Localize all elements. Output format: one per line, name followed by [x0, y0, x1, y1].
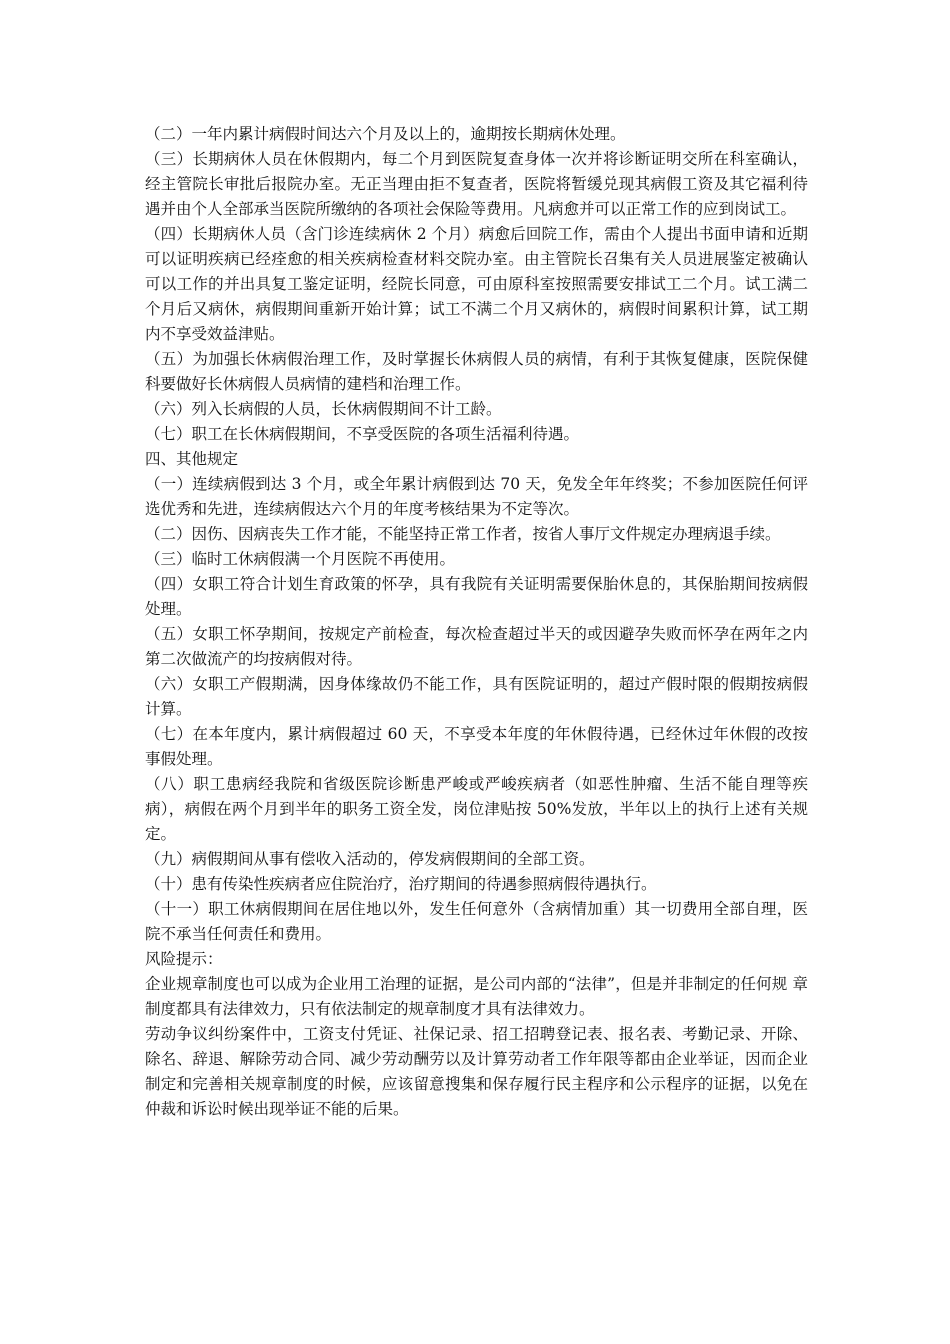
- paragraph-4-3: （三）临时工休病假满一个月医院不再使用。: [145, 550, 456, 568]
- paragraph-2-6: （六）列入长病假的人员，长休病假期间不计工龄。: [145, 400, 502, 418]
- risk-notice-paragraph-1: 企业规章制度也可以成为企业用工治理的证据，是公司内部的“法律”，但是并非制定的任何规 章制度都具有法律效力，只有依法制定的规章制度才具有法律效力。: [145, 975, 808, 1018]
- paragraph-4-10: （十）患有传染性疾病者应住院治疗，治疗期间的待遇参照病假待遇执行。: [145, 875, 657, 893]
- paragraph-4-6: （六）女职工产假期满，因身体缘故仍不能工作，具有医院证明的，超过产假时限的假期按病假计算。: [145, 675, 808, 718]
- paragraph-2-3: （三）长期病休人员在休假期内，每二个月到医院复查身体一次并将诊断证明交所在科室确认，经主管院长审批后报院办室。无正当理由拒不复查者，医院将暂缓兑现其病假工资及其它福利待遇并由个人全部承当医院所缴纳的各项社会保险等费用。凡病愈并可以正常工作的应到岗试工。: [145, 150, 808, 218]
- paragraph-2-4: （四）长期病休人员（含门诊连续病休 2 个月）病愈后回院工作，需由个人提出书面申请和近期可以证明疾病已经痊愈的相关疾病检查材料交院办室。由主管院长召集有关人员进展鉴定被确认可以工作的并出具复工鉴定证明，经院长同意，可由原科室按照需要安排试工二个月。试工满二个月后又病休，病假期间重新开始计算；试工不满二个月又病休的，病假时间累积计算，试工期内不享受效益津贴。: [145, 225, 808, 343]
- paragraph-4-11: （十一）职工休病假期间在居住地以外，发生任何意外（含病情加重）其一切费用全部自理，医院不承当任何责任和费用。: [145, 900, 808, 943]
- risk-notice-paragraph-2: 劳动争议纠纷案件中，工资支付凭证、社保记录、招工招聘登记表、报名表、考勤记录、开除、除名、辞退、解除劳动合同、减少劳动酬劳以及计算劳动者工作年限等都由企业举证，因而企业制定和完善相关规章制度的时候，应该留意搜集和保存履行民主程序和公示程序的证据，以免在仲裁和诉讼时候出现举证不能的后果。: [145, 1025, 808, 1118]
- paragraph-4-9: （九）病假期间从事有偿收入活动的，停发病假期间的全部工资。: [145, 850, 595, 868]
- paragraph-4-8: （八）职工患病经我院和省级医院诊断患严峻或严峻疾病者（如恶性肿瘤、生活不能自理等疾病），病假在两个月到半年的职务工资全发，岗位津贴按 50%发放，半年以上的执行上述有关规定。: [145, 775, 808, 843]
- paragraph-4-2: （二）因伤、因病丧失工作才能，不能坚持正常工作者，按省人事厅文件规定办理病退手续。: [145, 525, 781, 543]
- document-body: [145, 122, 808, 1122]
- paragraph-4-5: （五）女职工怀孕期间，按规定产前检查，每次检查超过半天的或因避孕失败而怀孕在两年之内第二次做流产的均按病假对待。: [145, 625, 808, 668]
- paragraph-2-7: （七）职工在长休病假期间，不享受医院的各项生活福利待遇。: [145, 425, 580, 443]
- section-heading-4: 四、其他规定: [145, 450, 239, 468]
- paragraph-2-5: （五）为加强长休病假治理工作，及时掌握长休病假人员的病情，有利于其恢复健康，医院保健科要做好长休病假人员病情的建档和治理工作。: [145, 350, 808, 393]
- paragraph-2-2: （二）一年内累计病假时间达六个月及以上的，逾期按长期病休处理。: [145, 125, 626, 143]
- paragraph-4-4: （四）女职工符合计划生育政策的怀孕，具有我院有关证明需要保胎休息的，其保胎期间按病假处理。: [145, 575, 808, 618]
- paragraph-4-1: （一）连续病假到达 3 个月，或全年累计病假到达 70 天，免发全年年终奖；不参加医院任何评选优秀和先进，连续病假达六个月的年度考核结果为不定等次。: [145, 475, 808, 518]
- risk-notice-heading: 风险提示：: [145, 950, 223, 968]
- paragraph-4-7: （七）在本年度内，累计病假超过 60 天，不享受本年度的年休假待遇，已经休过年休假的改按事假处理。: [145, 725, 808, 768]
